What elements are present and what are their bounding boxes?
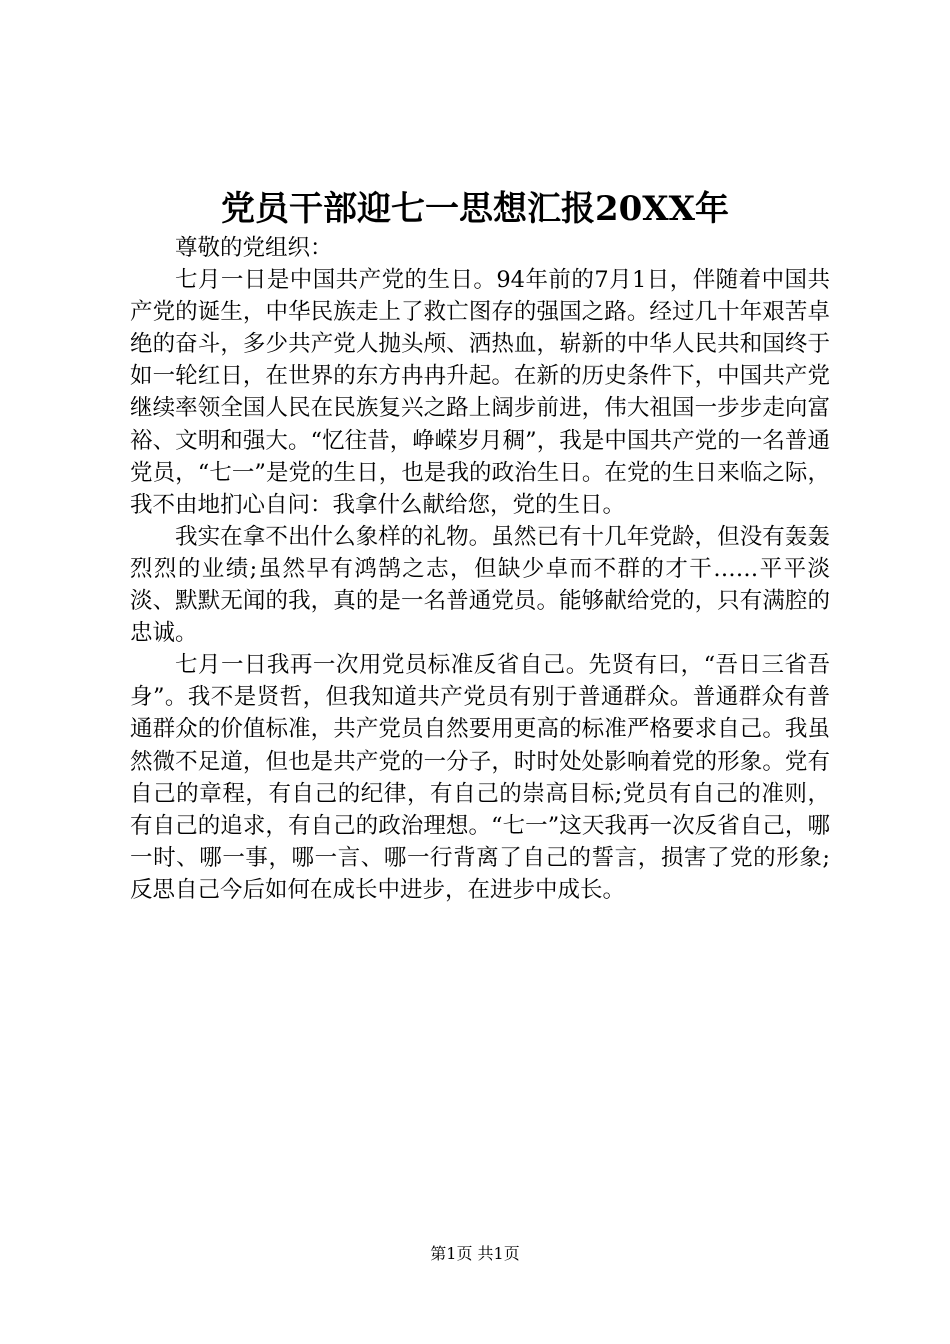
document-title: 党员干部迎七一思想汇报20XX年 [220,189,730,229]
page-footer: 第1页 共1页 [430,1244,520,1263]
salutation: 尊敬的党组织： [175,235,333,261]
document-body [130,232,830,906]
paragraph-2: 我实在拿不出什么象样的礼物。虽然已有十几年党龄，但没有轰轰烈烈的业绩;虽然早有鸿鹄之志，但缺少卓而不群的才干……平平淡淡、默默无闻的我，真的是一名普通党员。能够献给党的，只有满腔的忠诚。 [130,523,830,647]
paragraph-1: 七月一日是中国共产党的生日。94年前的7月1日，伴随着中国共产党的诞生，中华民族走上了救亡图存的强国之路。经过几十年艰苦卓绝的奋斗，多少共产党人抛头颅、洒热血，崭新的中华人民共和国终于如一轮红日，在世界的东方冉冉升起。在新的历史条件下，中国共产党继续率领全国人民在民族复兴之路上阔步前进，伟大祖国一步步走向富裕、文明和强大。“忆往昔，峥嵘岁月稠”，我是中国共产党的一名普通党员，“七一”是党的生日，也是我的政治生日。在党的生日来临之际，我不由地扪心自问：我拿什么献给您，党的生日。 [130,267,830,518]
paragraph-3: 七月一日我再一次用党员标准反省自己。先贤有曰，“吾日三省吾身”。我不是贤哲，但我知道共产党员有别于普通群众。普通群众有普通群众的价值标准，共产党员自然要用更高的标准严格要求自己。我虽然微不足道，但也是共产党的一分子，时时处处影响着党的形象。党有自己的章程，有自己的纪律，有自己的崇高目标;党员有自己的准则，有自己的追求，有自己的政治理想。“七一”这天我再一次反省自己，哪一时、哪一事，哪一言、哪一行背离了自己的誓言，损害了党的形象;反思自己今后如何在成长中进步，在进步中成长。 [130,652,830,903]
